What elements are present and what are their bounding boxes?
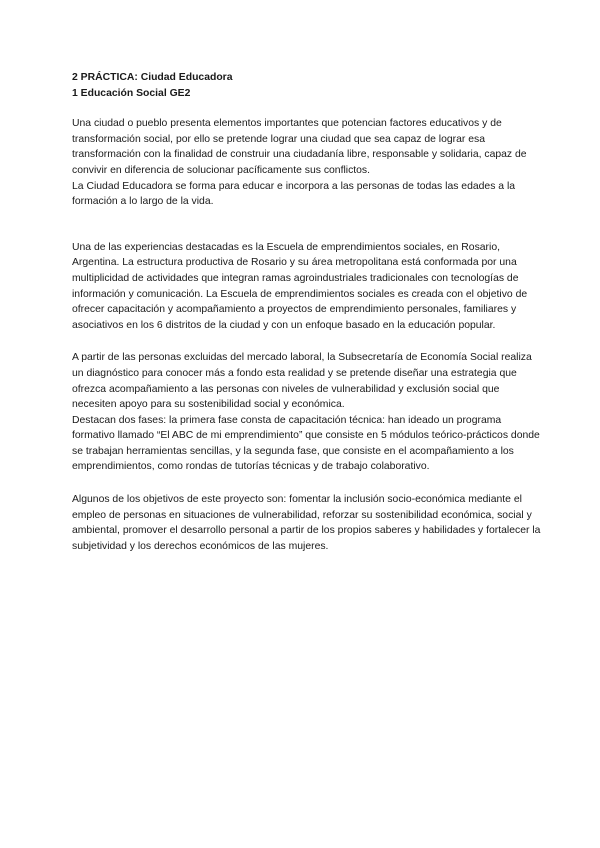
document-subtitle: 1 Educación Social GE2 — [72, 87, 191, 99]
experience-paragraph: Una de las experiencias destacadas es la Escuela de emprendimientos sociales, en Rosario, Argentina. La estructura productiva de Rosario y su área metropolitana está conformada por una multiplicidad de actividades que integran ramas agroindustriales tradicionales con tecnologías de información y comunicación. La Escuela de emprendimientos sociales es creada con el objetivo de ofrecer capacitación y acompañamiento a proyectos de emprendimiento personales, familiares y asociativos en los 6 distritos de la ciudad y con un enfoque basado en la educación popular. — [72, 241, 528, 331]
intro-paragraph-continued: La Ciudad Educadora se forma para educar e incorpora a las personas de todas las edades a la formación a lo largo de la vida. — [72, 180, 516, 208]
diagnosis-paragraph: A partir de las personas excluidas del mercado laboral, la Subsecretaría de Economía Social realiza un diagnóstico para conocer más a fondo esta realidad y se pretende diseñar una estrategia que ofrezca acompañamiento a las personas con niveles de vulnerabilidad y exclusión social que necesiten apoyo para su sostenibilidad social y económica. — [72, 352, 532, 411]
intro-paragraph: Una ciudad o pueblo presenta elementos importantes que potencian factores educativos y de transformación social, por ello se pretende lograr una ciudad que sea capaz de lograr esa transformación con la finalidad de construir una ciudadanía libre, responsable y solidaria, capaz de convivir en diferencia de solucionar pacíficamente sus conflictos. — [72, 118, 527, 176]
spacer — [72, 101, 542, 116]
objectives-paragraph: Algunos de los objetivos de este proyecto son: fomentar la inclusión socio-económica mediante el empleo de personas en situaciones de vulnerabilidad, reforzar su sostenibilidad económica, social y ambiental, promover el desarrollo personal a partir de los propios saberes y habilidades y fortalecer la subjetividad y los derechos económicos de las mujeres. — [72, 494, 541, 552]
document-title: 2 PRÁCTICA: Ciudad Educadora — [72, 72, 233, 83]
phases-paragraph: Destacan dos fases: la primera fase consta de capacitación técnica: han ideado un programa formativo llamado “El ABC de mi emprendimiento” que consiste en 5 módulos teórico-prácticos donde se trabajan herramientas sencillas, y la segunda fase, que consiste en el acompañamiento a los emprendimientos, como rondas de tutorías técnicas y de trabajo colaborativo. — [72, 414, 540, 473]
document-body — [72, 70, 542, 554]
